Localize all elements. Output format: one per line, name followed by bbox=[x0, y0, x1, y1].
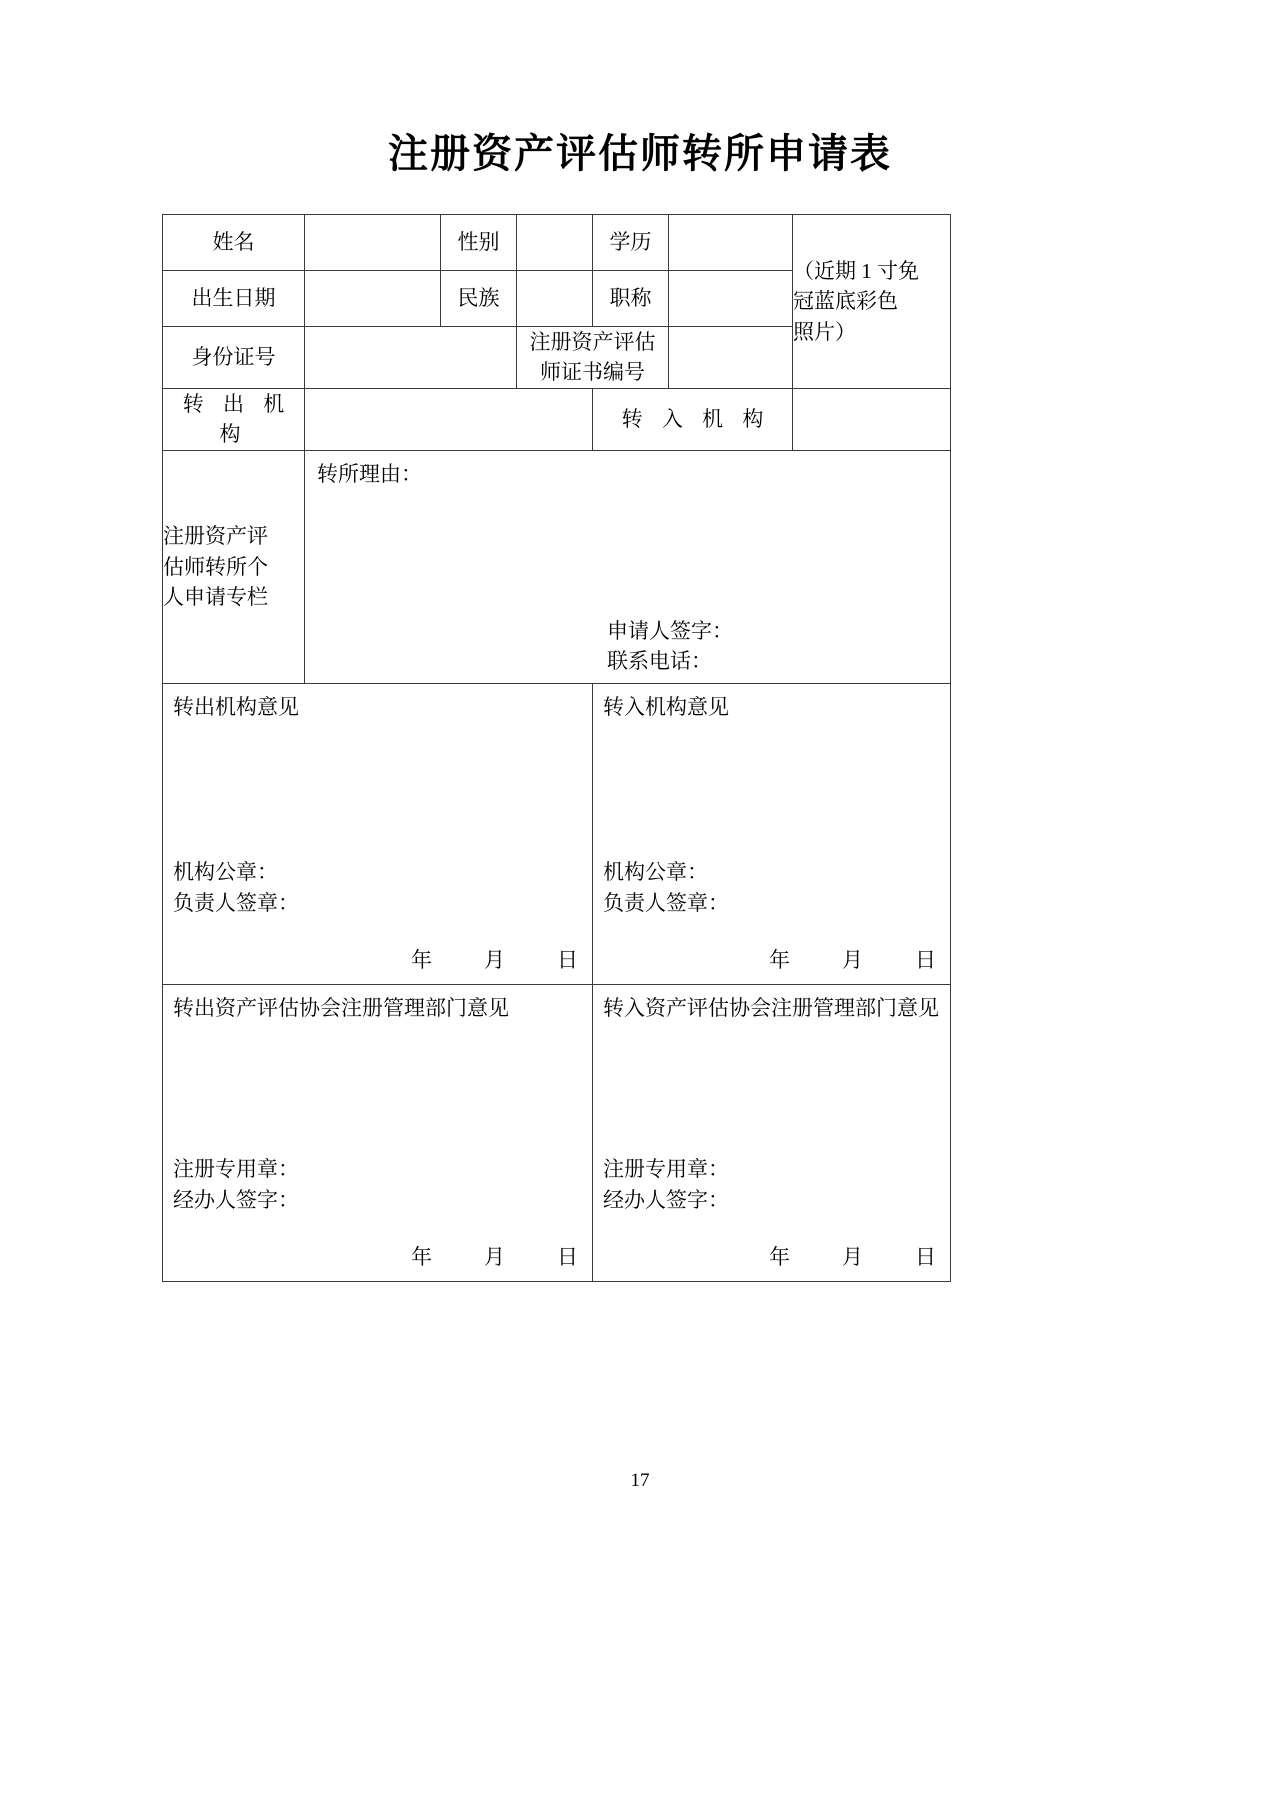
certificate-number-label-line-1: 注册资产评估 bbox=[529, 330, 656, 354]
gender-field[interactable] bbox=[517, 215, 593, 271]
transfer-reason-label: 转所理由： bbox=[317, 461, 422, 486]
transfer-in-association-seal-block bbox=[603, 1154, 729, 1217]
date-day-label: 日 bbox=[915, 1245, 936, 1270]
transfer-out-institution-seal-label[interactable]: 机构公章： bbox=[173, 859, 278, 884]
transfer-in-institution-seal-block bbox=[603, 857, 729, 920]
transfer-out-association-opinion-title: 转出资产评估协会注册管理部门意见 bbox=[173, 995, 509, 1020]
transfer-in-institution-field[interactable] bbox=[793, 388, 951, 450]
photo-placeholder-cell[interactable] bbox=[793, 215, 951, 389]
transfer-in-association-date[interactable] bbox=[769, 1242, 936, 1272]
certificate-number-label-line-2: 师证书编号 bbox=[540, 360, 645, 385]
personal-application-label-line-1: 注册资产评 bbox=[163, 524, 268, 549]
transfer-out-institution-field[interactable] bbox=[305, 388, 593, 450]
transfer-in-association-opinion-title: 转入资产评估协会注册管理部门意见 bbox=[603, 995, 939, 1020]
transfer-in-institution-seal-label[interactable]: 机构公章： bbox=[603, 859, 708, 884]
birth-date-label: 出生日期 bbox=[163, 271, 305, 327]
application-form-table bbox=[162, 214, 950, 1282]
transfer-out-institution-seal-block bbox=[173, 857, 299, 920]
photo-note-line-3: 照片） bbox=[793, 319, 856, 344]
transfer-out-association-seal-block bbox=[173, 1154, 299, 1217]
date-month-label: 月 bbox=[484, 948, 505, 973]
birth-date-field[interactable] bbox=[305, 271, 441, 327]
personal-application-column-label bbox=[163, 450, 305, 683]
transfer-out-institution-signature-label[interactable]: 负责人签章： bbox=[173, 891, 299, 916]
date-day-label: 日 bbox=[557, 948, 578, 973]
association-opinion-row bbox=[163, 984, 951, 1281]
transfer-in-institution-opinion-title: 转入机构意见 bbox=[603, 694, 729, 719]
transfer-in-institution-signature-label[interactable]: 负责人签章： bbox=[603, 891, 729, 916]
date-month-label: 月 bbox=[842, 948, 863, 973]
application-reason-row bbox=[163, 450, 951, 683]
photo-note-line-1: （近期 1 寸免 bbox=[793, 258, 919, 283]
date-year-label: 年 bbox=[769, 948, 790, 973]
ethnicity-label: 民族 bbox=[441, 271, 517, 327]
transfer-out-institution-label: 转 出 机 构 bbox=[163, 388, 305, 450]
page-number: 17 bbox=[630, 1470, 650, 1491]
photo-note-line-2: 冠蓝底彩色 bbox=[793, 289, 898, 314]
transfer-in-association-seal-label[interactable]: 注册专用章： bbox=[603, 1156, 729, 1181]
certificate-number-field[interactable] bbox=[669, 327, 793, 389]
date-day-label: 日 bbox=[557, 1245, 578, 1270]
certificate-number-label bbox=[517, 327, 669, 389]
personal-application-label-line-2: 估师转所个 bbox=[163, 554, 268, 579]
page-title: 注册资产评估师转所申请表 bbox=[388, 131, 892, 176]
applicant-signature-label[interactable]: 申请人签字： bbox=[607, 618, 733, 643]
transfer-out-institution-opinion-title: 转出机构意见 bbox=[173, 694, 299, 719]
date-month-label: 月 bbox=[484, 1245, 505, 1270]
transfer-in-association-signature-label[interactable]: 经办人签字： bbox=[603, 1188, 729, 1213]
transfer-in-association-opinion-cell[interactable] bbox=[593, 984, 951, 1281]
transfer-in-institution-opinion-cell[interactable] bbox=[593, 683, 951, 984]
name-label: 姓名 bbox=[163, 215, 305, 271]
job-title-field[interactable] bbox=[669, 271, 793, 327]
transfer-out-association-seal-label[interactable]: 注册专用章： bbox=[173, 1156, 299, 1181]
institution-opinion-row bbox=[163, 683, 951, 984]
transfer-out-association-date[interactable] bbox=[411, 1242, 578, 1272]
date-day-label: 日 bbox=[915, 948, 936, 973]
gender-label: 性别 bbox=[441, 215, 517, 271]
contact-phone-label[interactable]: 联系电话： bbox=[607, 649, 712, 674]
name-field[interactable] bbox=[305, 215, 441, 271]
date-year-label: 年 bbox=[411, 948, 432, 973]
id-number-label: 身份证号 bbox=[163, 327, 305, 389]
transfer-in-institution-label: 转 入 机 构 bbox=[593, 388, 793, 450]
transfer-reason-cell[interactable] bbox=[305, 450, 951, 683]
ethnicity-field[interactable] bbox=[517, 271, 593, 327]
transfer-out-institution-date[interactable] bbox=[411, 945, 578, 975]
personal-application-label-line-3: 人申请专栏 bbox=[163, 584, 268, 609]
applicant-signature-block bbox=[607, 616, 733, 677]
transfer-out-association-opinion-cell[interactable] bbox=[163, 984, 593, 1281]
date-year-label: 年 bbox=[411, 1245, 432, 1270]
table-row bbox=[163, 215, 951, 271]
date-month-label: 月 bbox=[842, 1245, 863, 1270]
education-label: 学历 bbox=[593, 215, 669, 271]
transfer-out-institution-opinion-cell[interactable] bbox=[163, 683, 593, 984]
job-title-label: 职称 bbox=[593, 271, 669, 327]
id-number-field[interactable] bbox=[305, 327, 517, 389]
table-row bbox=[163, 388, 951, 450]
transfer-in-institution-date[interactable] bbox=[769, 945, 936, 975]
date-year-label: 年 bbox=[769, 1245, 790, 1270]
transfer-out-association-signature-label[interactable]: 经办人签字： bbox=[173, 1188, 299, 1213]
education-field[interactable] bbox=[669, 215, 793, 271]
